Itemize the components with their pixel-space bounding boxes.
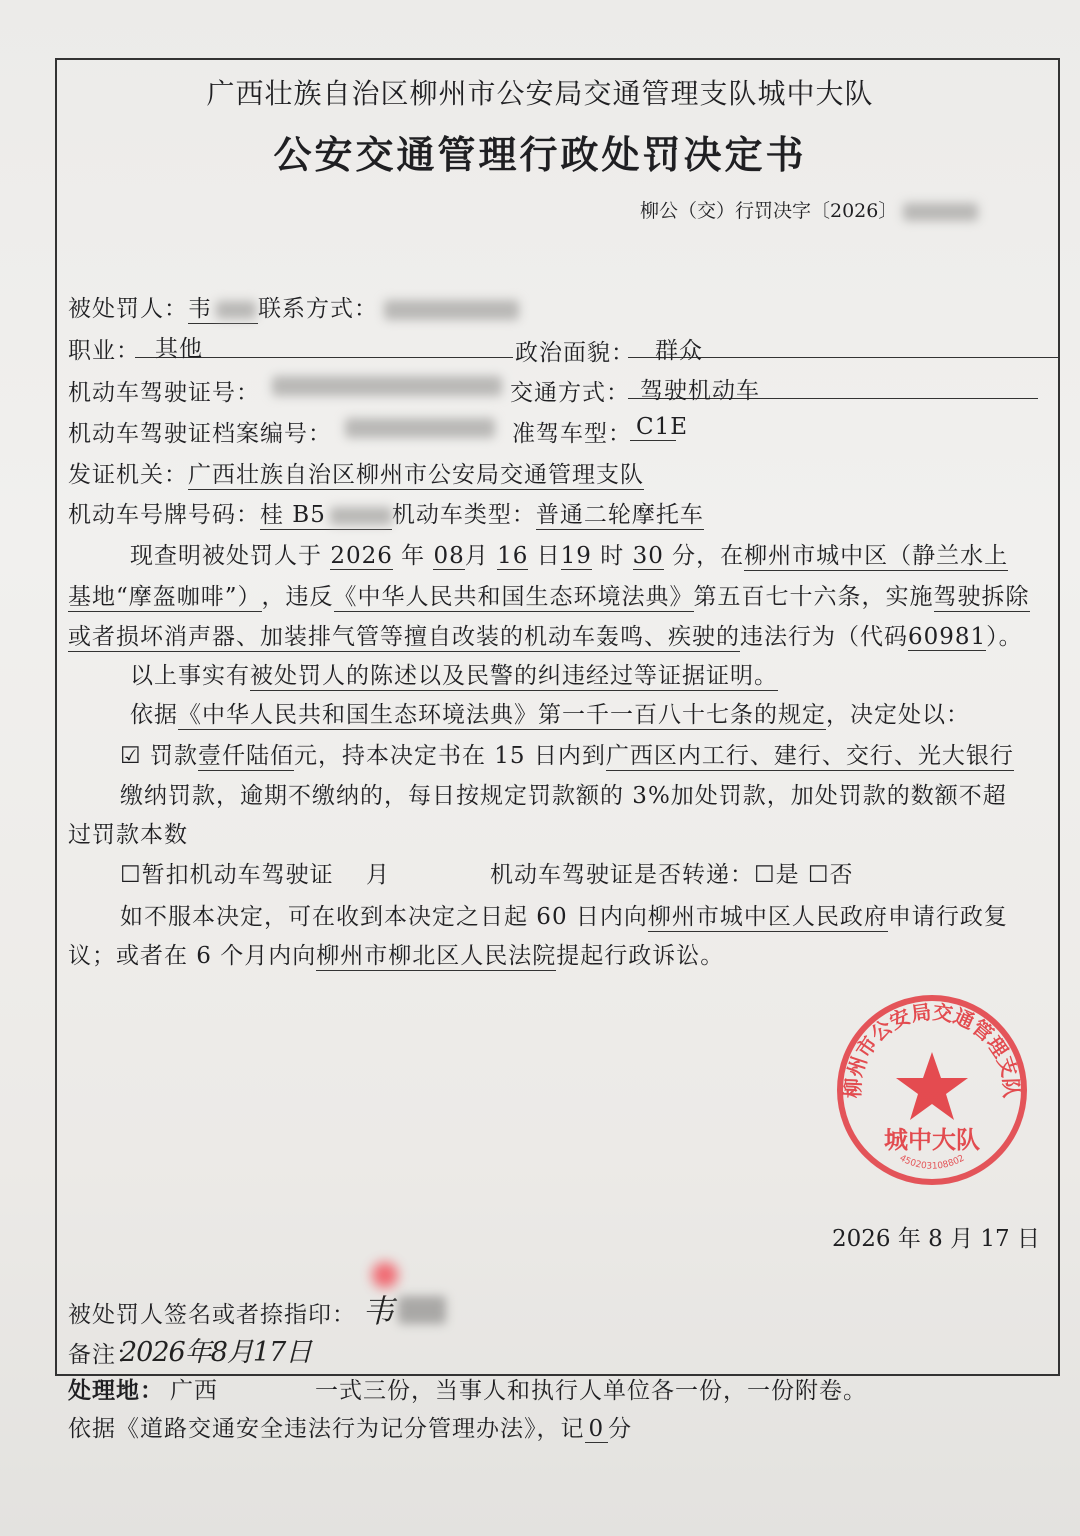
year-unit: 年 [401,543,426,569]
month-unit: 月 [464,543,489,569]
job-value: 其他 [155,336,203,362]
person-row [68,290,519,324]
document-number [640,196,978,223]
agency-name: 广西壮族自治区柳州市公安局交通管理支队城中大队 [206,77,874,110]
fine-deadline: 元，持本决定书在 15 日内到 [293,743,606,769]
violation-month: 08 [433,543,465,569]
transfer-text: 机动车驾驶证是否转递：☐是 ☐否 [490,862,854,888]
contact-label: 联系方式： [258,296,378,322]
seal-ring-text: 柳州市公安局交通管理支队 [840,999,1024,1099]
law-name: 《中华人民共和国生态环境法典》 [334,578,694,612]
violate-text: ，违反 [261,584,334,610]
note-label: 备注： [68,1342,140,1368]
basis-line [130,696,970,730]
traffic-mode-value: 驾驶机动车 [640,378,760,404]
appeal-government: 柳州市城中区人民政府 [648,898,888,932]
appeal-court: 柳州市柳北区人民法院 [316,937,556,971]
plate-label: 机动车号牌号码： [68,502,260,528]
political-label: 政治面貌： [515,340,635,366]
person-label: 被处罚人： [68,296,188,322]
evidence-line [130,657,778,691]
location-value: 广西 [170,1378,218,1404]
violation-place-cont: 基地“摩盔咖啡”） [68,578,262,612]
document-number-text: 柳公（交）行罚决字〔2026〕 [640,200,898,222]
official-seal [832,990,1032,1190]
copies-note: 一式三份，当事人和执行人单位各一份，一份附卷。 [315,1378,867,1404]
license-number-label: 机动车驾驶证号： [68,380,260,406]
fine-checkbox: ☑ [120,743,142,769]
fine-banks: 广西区内工行、建行、交行、光大银行 [606,737,1014,771]
signature-label: 被处罚人签名或者捺指印： [68,1302,356,1328]
fingerprint-mark [372,1262,398,1288]
location-label: 处理地： [68,1377,164,1404]
decision-date: 2026 年 8 月 17 日 [832,1226,1040,1252]
basis-law: 《中华人民共和国生态环境法典》第一千一百八十七条的规定 [178,696,826,730]
redacted-plate [330,507,392,525]
points-value: 0 [585,1416,609,1443]
violation-minute: 30 [632,543,664,569]
vehicle-class-value: C1E [636,414,689,440]
violation-year: 2026 [330,543,393,569]
political-value: 群众 [655,338,703,364]
fact-line-3 [68,618,1023,652]
issuer-value: 广西壮族自治区柳州市公安局交通管理支队 [188,456,644,490]
violation-code: 60981 [908,624,987,650]
archive-number-label: 机动车驾驶证档案编号： [68,421,332,447]
job-label: 职业： [68,338,140,364]
violation-end: ）。 [986,624,1023,650]
law-article: 第五百七十六条，实施 [693,584,934,610]
appeal-intro: 如不服本决定，可在收到本决定之日起 60 日内向 [120,904,648,930]
vehicle-type-value: 普通二轮摩托车 [536,496,704,530]
appeal-line-1 [120,898,1008,932]
day-unit: 日 [536,543,561,569]
evidence-text: 被处罚人的陈述以及民警的纠违经过等证据证明。 [250,657,778,691]
redacted-name [216,301,256,319]
fact-line-2 [68,578,1030,612]
hour-unit: 时 [600,543,625,569]
suspend-text: ☐暂扣机动车驾驶证 [120,862,334,888]
appeal-end: 提起行政诉讼。 [556,943,725,969]
appeal-line-2 [68,937,724,971]
points-line [68,1410,632,1443]
fine-line-1 [120,737,1014,771]
issuer-row [68,456,644,490]
fact-line-1 [130,537,1008,571]
svg-text:450203108802 [898,1154,967,1172]
fine-line-3: 过罚款本数 [68,822,188,848]
document-title: 公安交通管理行政处罚决定书 [273,132,807,177]
redacted-number [903,203,978,221]
appeal-court-intro: 议；或者在 6 个月内向 [68,943,317,969]
fine-line-2: 缴纳罚款，逾期不缴纳的，每日按规定罚款额的 3%加处罚款，加处罚款的数额不超 [120,783,1007,809]
points-basis: 依据《道路交通安全违法行为记分管理办法》，记 [68,1416,585,1442]
fine-label: 罚款 [149,743,198,769]
fine-amount: 壹仟陆佰 [198,737,294,771]
plate-row [68,496,704,530]
seal-star-icon [896,1052,968,1120]
evidence-intro: 以上事实有 [130,663,250,689]
plate-field [260,496,392,530]
person-field [188,290,258,324]
minute-unit: 分，在 [672,543,745,569]
violation-day: 16 [497,543,529,569]
fact-intro: 现查明被处罚人于 [130,543,322,569]
redacted-license-number [272,376,502,396]
vehicle-class-label: 准驾车型： [512,421,632,447]
signature-value: 韦 [362,1292,395,1330]
issuer-label: 发证机关： [68,462,188,488]
plate-value: 桂 B5 [260,502,326,528]
seal-inner-text: 城中大队 [884,1126,980,1154]
redacted-signature [398,1296,446,1324]
redacted-archive-number [345,418,495,438]
suspend-unit: 月 [366,862,390,888]
vehicle-class-underline [630,440,676,441]
violation-code-label: 违法行为（代码 [740,624,908,650]
violation-act-cont: 或者损坏消声器、加装排气管等擅自改装的机动车轰鸣、疾驶的 [68,618,740,652]
seal-code-text: 450203108802 [897,1153,967,1172]
basis-intro: 依据 [130,702,178,728]
note-handwritten-date: 2026年8月17日 [120,1337,312,1368]
violation-place: 柳州市城中区（静兰水上 [744,537,1008,571]
person-name: 韦 [188,296,212,322]
appeal-review: 申请行政复 [887,904,1008,930]
basis-decision: ，决定处以： [826,702,970,728]
vehicle-type-label: 机动车类型： [391,502,536,528]
traffic-mode-label: 交通方式： [510,380,630,406]
points-unit: 分 [608,1416,633,1442]
violation-hour: 19 [560,543,592,569]
redacted-contact [384,300,519,320]
violation-act: 驾驶拆除 [934,578,1030,612]
